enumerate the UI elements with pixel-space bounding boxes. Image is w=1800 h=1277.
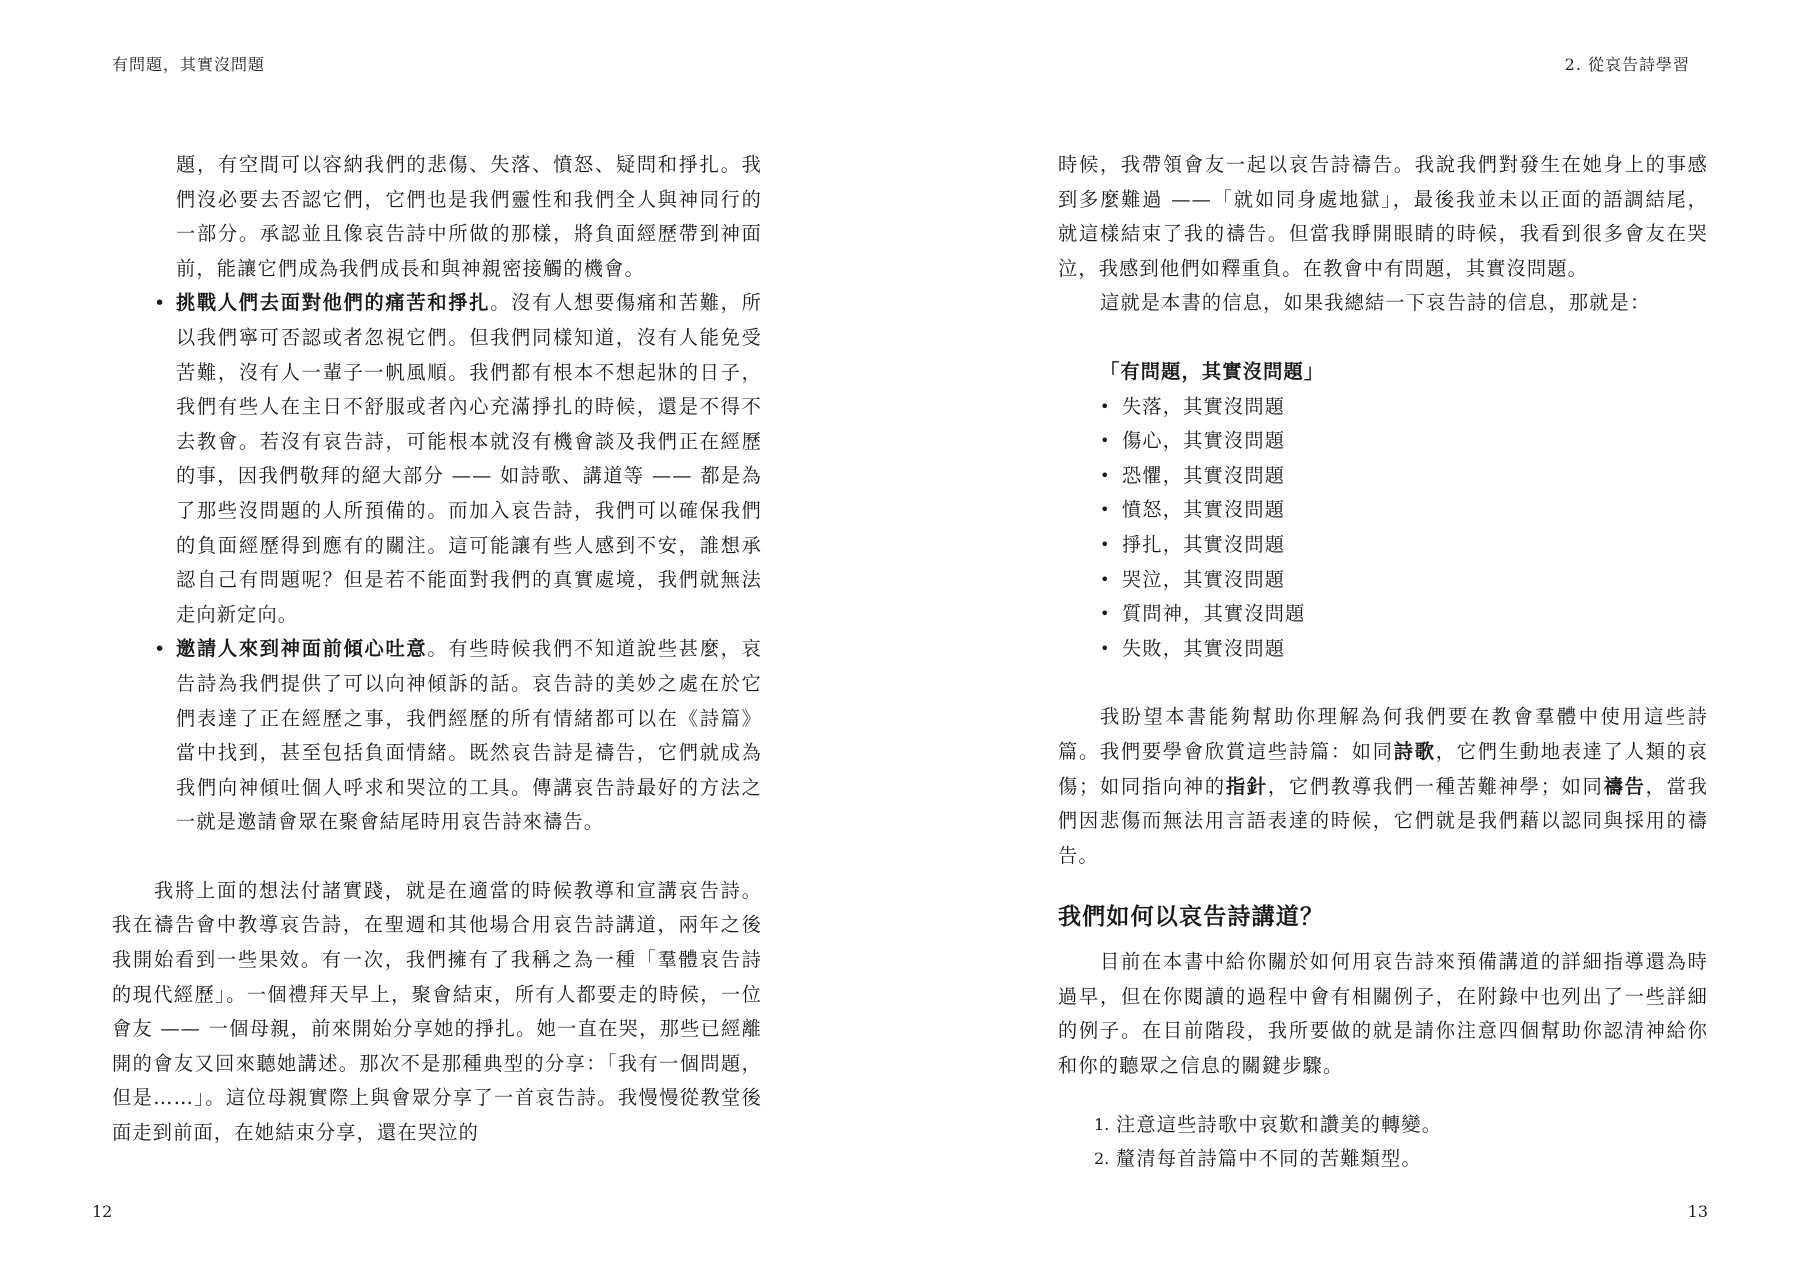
hope-text: ，它們生動地表達了人類的哀傷；如同指向神的 — [1058, 739, 1709, 798]
list-item-text: 質問神，其實沒問題 — [1122, 602, 1306, 626]
list-item-text: 憤怒，其實沒問題 — [1122, 498, 1286, 522]
left-page — [112, 148, 762, 1151]
continuation-paragraph-left: 題，有空間可以容納我們的悲傷、失落、憤怒、疑問和掙扎。我們沒必要去否認它們，它們也是我們靈性和我們全人與神同行的一部分。承認並且像哀告詩中所做的那樣，將負面經歷帶到神面前，能讓它們成為我們成長和與神親密接觸的機會。 — [176, 153, 762, 280]
bullet-icon: • — [1100, 431, 1110, 451]
story-paragraph: 我將上面的想法付諸實踐，就是在適當的時候教導和宣講哀告詩。我在禱告會中教導哀告詩，在聖週和其他場合用哀告詩講道，兩年之後我開始看到一些果效。有一次，我們擁有了我稱之為一種「羣體哀告詩的現代經歷」。一個禮拜天早上，聚會結束，所有人都要走的時候，一位會友 —— 一個母親，前來開始分享她的掙扎。她一直在哭，那些已經離開的會友又回來聽她講述。那次不是那種典型的分享：「我有一個問題，但是……」。這位母親實際上與會眾分享了一首哀告詩。我慢慢從教堂後面走到前面，在她結束分享，還在哭泣的 — [112, 878, 762, 1145]
step-number: 2. — [1094, 1149, 1110, 1169]
list-item-text: 恐懼，其實沒問題 — [1122, 463, 1286, 487]
bullet-text — [112, 632, 762, 840]
quote-title: 「有問題，其實沒問題」 — [1100, 359, 1325, 383]
list-item — [1100, 424, 1708, 459]
running-header-left: 有問題，其實沒問題 — [112, 55, 266, 74]
bullet-icon: • — [1100, 500, 1110, 520]
bullet-icon: • — [1100, 534, 1110, 554]
list-item-text: 失落，其實沒問題 — [1122, 394, 1286, 418]
list-item — [1100, 493, 1708, 528]
bullet-bold-lead: 邀請人來到神面前傾心吐意 — [176, 637, 428, 661]
list-item-text: 哭泣，其實沒問題 — [1122, 567, 1286, 591]
list-item-text: 傷心，其實沒問題 — [1122, 429, 1286, 453]
step-text: 注意這些詩歌中哀歎和讚美的轉變。 — [1116, 1112, 1443, 1136]
section-paragraph: 目前在本書中給你關於如何用哀告詩來預備講道的詳細指導還為時過早，但在你閱讀的過程中會有相關例子，在附錄中也列出了一些詳細的例子。在目前階段，我所要做的就是請你注意四個幫助你認清神給你和你的聽眾之信息的關鍵步驟。 — [1058, 950, 1708, 1078]
list-item — [1094, 1142, 1708, 1177]
continuation-paragraph-right: 時候，我帶領會友一起以哀告詩禱告。我說我們對發生在她身上的事感到多麼難過 ——「就如同身處地獄」，最後我並未以正面的語調結尾，就這樣結束了我的禱告。但當我睜開眼睛的時候，我看到很多會友在哭泣，我感到他們如釋重負。在教會中有問題，其實沒問題。 — [1058, 153, 1708, 280]
hope-bold-pointer: 指針 — [1225, 774, 1268, 798]
bullet-body: 。沒有人想要傷痛和苦難，所以我們寧可否認或者忽視它們。但我們同樣知道，沒有人能免受苦難，沒有人一輩子一帆風順。我們都有根本不想起牀的日子，我們有些人在主日不舒服或者內心充滿掙扎的時候，還是不得不去教會。若沒有哀告詩，可能根本就沒有機會談及我們正在經歷的事，因我們敬拜的絕大部分 —— 如詩歌、講道等 —— 都是為了那些沒問題的人所預備的。而加入哀告詩，我們可以確保我們的負面經歷得到應有的關注。這可能讓有些人感到不安，誰想承認自己有問題呢？但是若不能面對我們的真實處境，我們就無法走向新定向。 — [176, 291, 763, 626]
step-number: 1. — [1094, 1114, 1110, 1134]
hope-text: ，當我們因悲傷而無法用言語表達的時候，它們就是我們藉以認同與採用的禱告。 — [1058, 774, 1708, 867]
list-item — [1100, 563, 1708, 598]
bullet-item-challenge — [112, 286, 762, 632]
bullet-icon: • — [1100, 396, 1110, 416]
hope-text: 我盼望本書能夠幫助你理解為何我們要在教會羣體中使用這些詩篇。我們要學會欣賞這些詩篇：如同 — [1058, 705, 1708, 763]
page-number-right: 13 — [1687, 1202, 1708, 1221]
hope-bold-poetry: 詩歌 — [1393, 739, 1436, 763]
bullet-item-invite — [112, 632, 762, 840]
bullet-icon: • — [1100, 465, 1110, 485]
bullet-icon: • — [1100, 569, 1110, 589]
list-item-text: 失敗，其實沒問題 — [1122, 636, 1286, 660]
right-page — [1058, 148, 1708, 1177]
quote-list — [1058, 355, 1708, 666]
bullet-icon: • — [154, 638, 166, 661]
hope-paragraph — [1058, 700, 1708, 873]
running-header-right: 2. 從哀告詩學習 — [1564, 55, 1690, 74]
hope-bold-prayer: 禱告 — [1603, 774, 1646, 798]
page-number-left: 12 — [92, 1202, 113, 1221]
steps-list — [1058, 1108, 1708, 1177]
step-text: 釐清每首詩篇中不同的苦難類型。 — [1116, 1147, 1422, 1171]
hope-text: ，它們教導我們一種苦難神學；如同 — [1267, 774, 1604, 798]
bullet-icon: • — [1100, 638, 1110, 658]
list-item-text: 掙扎，其實沒問題 — [1122, 532, 1286, 556]
bullet-text — [112, 286, 762, 632]
bullet-body: 。有些時候我們不知道說些甚麼，哀告詩為我們提供了可以向神傾訴的話。哀告詩的美妙之處在於它們表達了正在經歷之事，我們經歷的所有情緒都可以在《詩篇》當中找到，甚至包括負面情緒。既然哀告詩是禱告，它們就成為我們向神傾吐個人呼求和哭泣的工具。傳講哀告詩最好的方法之一就是邀請會眾在聚會結尾時用哀告詩來禱告。 — [176, 637, 763, 834]
list-item — [1100, 459, 1708, 494]
list-item — [1094, 1108, 1708, 1143]
list-item — [1100, 632, 1708, 667]
list-item — [1100, 390, 1708, 425]
bullet-bold-lead: 挑戰人們去面對他們的痛苦和掙扎 — [176, 291, 491, 315]
summary-intro: 這就是本書的信息，如果我總結一下哀告詩的信息，那就是： — [1100, 291, 1651, 315]
list-item — [1100, 528, 1708, 563]
section-heading: 我們如何以哀告詩講道？ — [1058, 903, 1325, 931]
list-item — [1100, 597, 1708, 632]
bullet-icon: • — [154, 292, 166, 315]
bullet-icon: • — [1100, 604, 1110, 624]
